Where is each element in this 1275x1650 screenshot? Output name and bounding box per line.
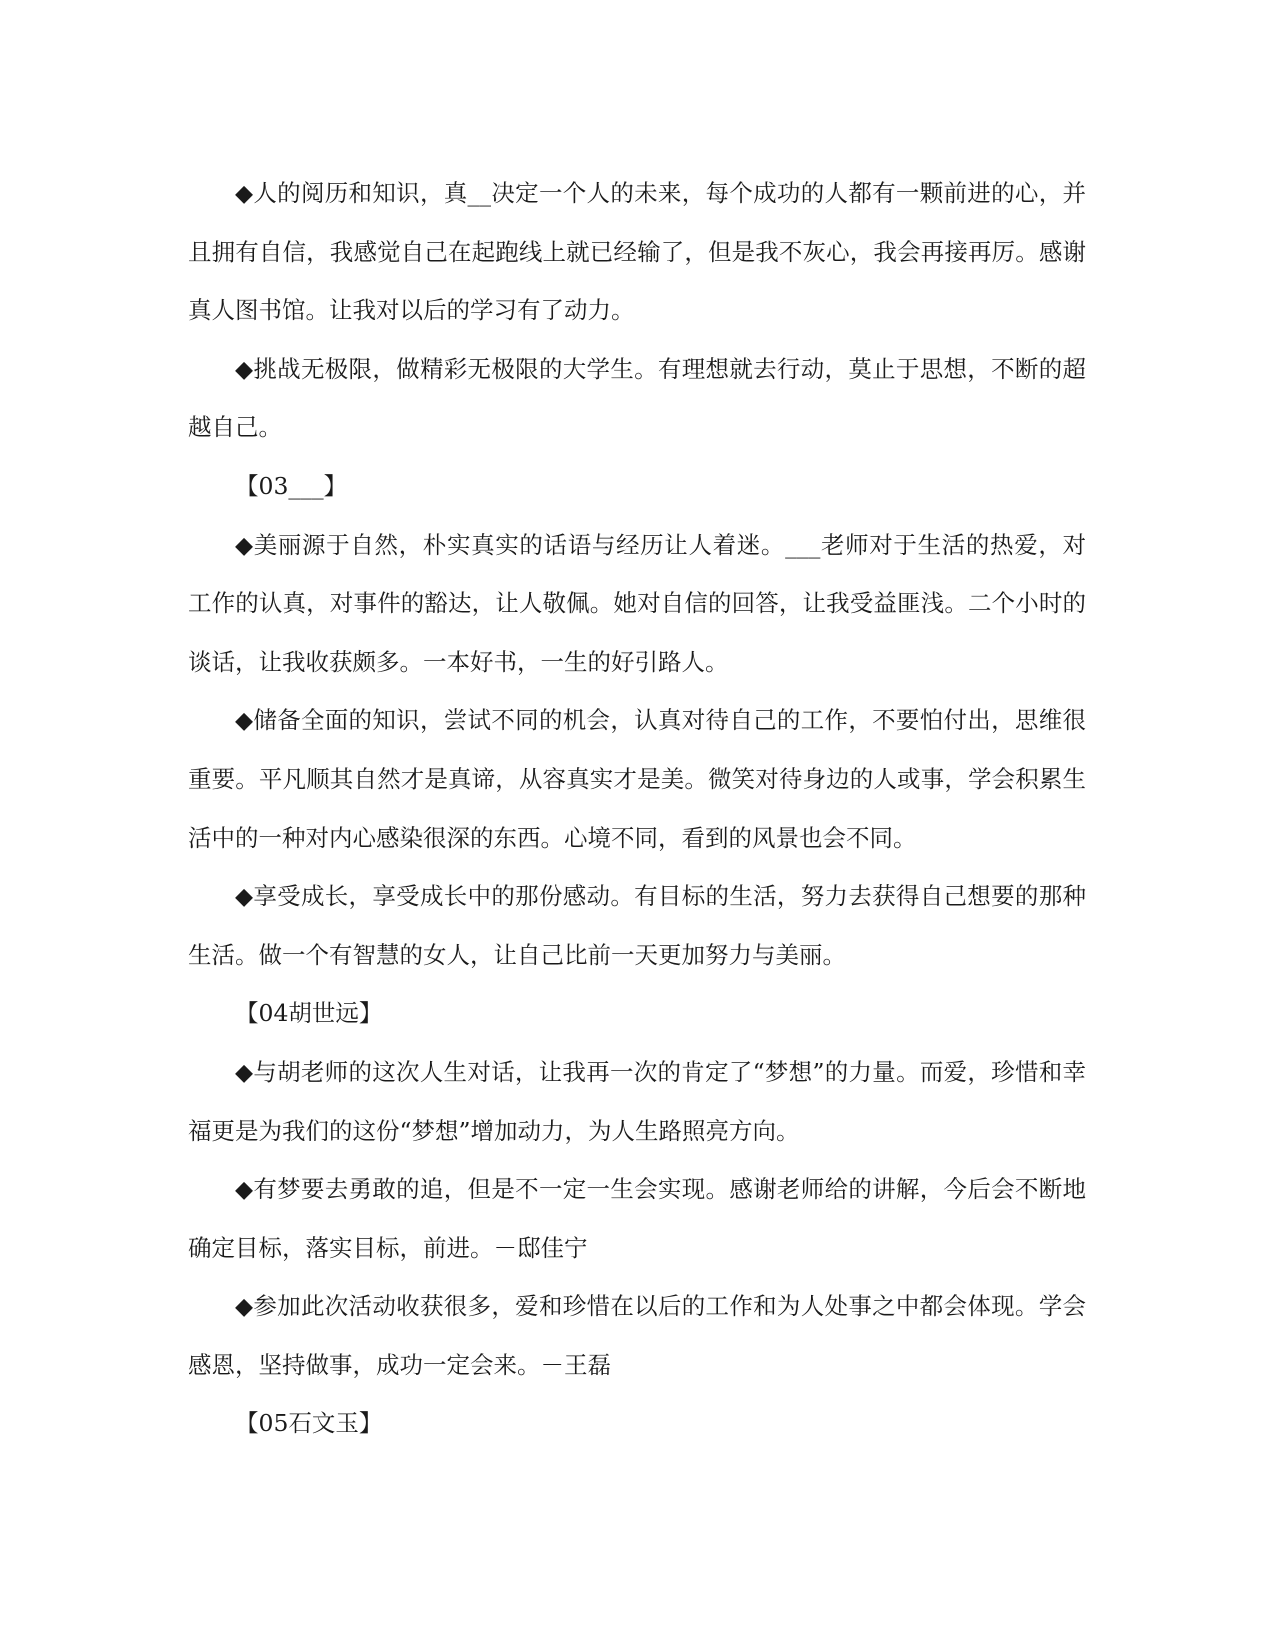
paragraph-reflection-experience: ◆人的阅历和知识，真__决定一个人的未来，每个成功的人都有一颗前进的心，并且拥有自信，我感觉自己在起跑线上就已经输了，但是我不灰心，我会再接再厉。感谢真人图书馆。让我对以后的学习有了动力。: [188, 179, 1086, 325]
paragraph-reflection-challenge: ◆挑战无极限，做精彩无极限的大学生。有理想就去行动，莫止于思想，不断的超越自己。: [188, 354, 1086, 442]
paragraph-reflection-gratitude: ◆参加此次活动收获很多，爱和珍惜在以后的工作和为人处事之中都会体现。学会感恩，坚持做事，成功一定会来。－王磊: [188, 1292, 1086, 1379]
section-heading-05: 【05石文玉】: [235, 1409, 383, 1438]
paragraph-reflection-dream: ◆与胡老师的这次人生对话，让我再一次的肯定了“梦想”的力量。而爱，珍惜和幸福更是为我们的这份“梦想”增加动力，为人生路照亮方向。: [188, 1057, 1086, 1145]
paragraph-reflection-pursue: ◆有梦要去勇敢的追，但是不一定一生会实现。感谢老师给的讲解，今后会不断地确定目标，落实目标，前进。－邸佳宁: [188, 1175, 1086, 1262]
document-body: [188, 164, 1086, 1453]
section-heading-04: 【04胡世远】: [235, 999, 383, 1028]
paragraph-reflection-growth: ◆享受成长，享受成长中的那份感动。有目标的生活，努力去获得自己想要的那种生活。做一个有智慧的女人，让自己比前一天更加努力与美丽。: [188, 882, 1086, 969]
paragraph-reflection-beauty: ◆美丽源于自然，朴实真实的话语与经历让人着迷。___老师对于生活的热爱，对工作的认真，对事件的豁达，让人敬佩。她对自信的回答，让我受益匪浅。二个小时的谈话，让我收获颇多。一本好书，一生的好引路人。: [188, 530, 1086, 676]
section-heading-03: 【03___】: [235, 471, 348, 500]
paragraph-reflection-knowledge: ◆储备全面的知识，尝试不同的机会，认真对待自己的工作，不要怕付出，思维很重要。平凡顺其自然才是真谛，从容真实才是美。微笑对待身边的人或事，学会积累生活中的一种对内心感染很深的东西。心境不同，看到的风景也会不同。: [188, 706, 1086, 852]
